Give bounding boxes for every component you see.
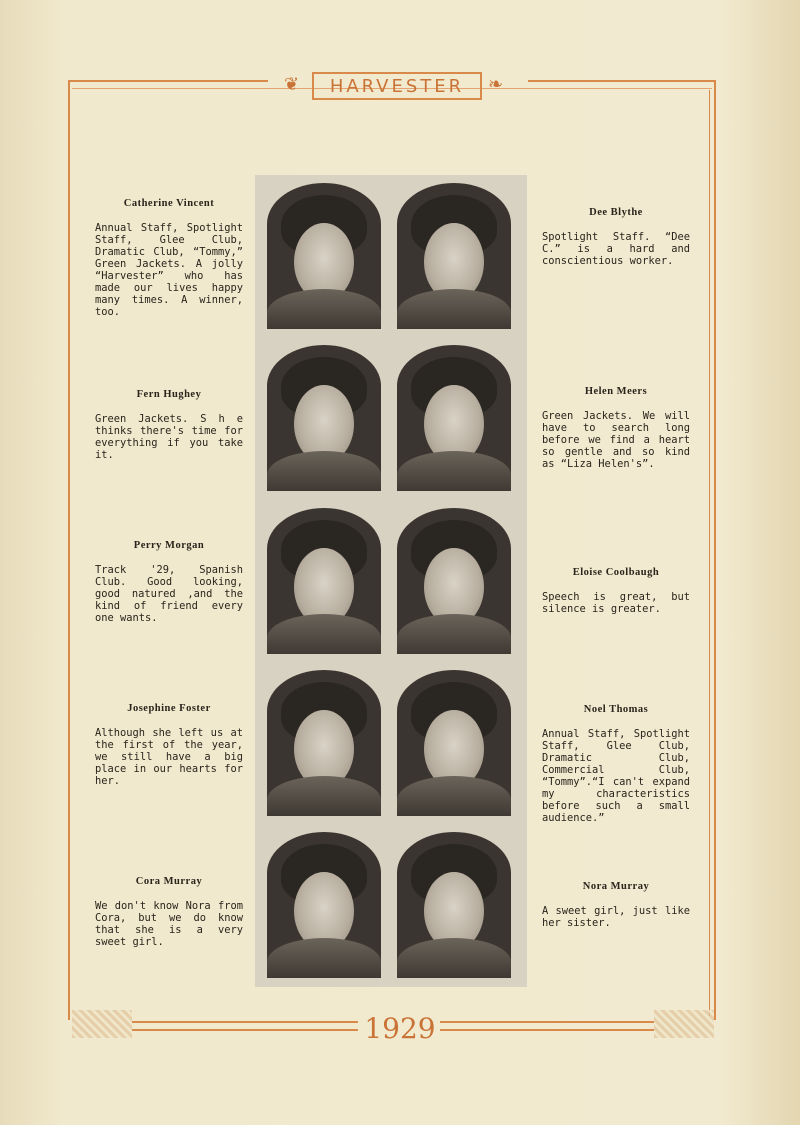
entry-name: Fern Hughey: [136, 389, 202, 400]
frame-top-right: [528, 80, 716, 82]
entry-desc: Green Jackets. S h e thinks there's time for everything if you take it.: [95, 413, 243, 461]
frame-right-inner: [709, 90, 710, 1016]
entry-right-4: [542, 704, 690, 824]
entry-name: Dee Blythe: [589, 207, 643, 218]
entry-right-2: [542, 386, 690, 470]
entry-left-3: [95, 540, 243, 624]
portrait-cora-murray: [267, 832, 381, 978]
portrait-eloise-coolbaugh: [397, 508, 511, 654]
portrait-helen-meers: [397, 345, 511, 491]
entry-desc: Speech is great, but silence is greater.: [542, 591, 690, 615]
footer-year: 1929: [364, 1012, 436, 1045]
footer-bar-right: [440, 1021, 654, 1031]
entry-desc: Although she left us at the first of the year, we still have a big place in our hearts for her.: [95, 727, 243, 787]
footer-bar-left: [132, 1021, 358, 1031]
entry-desc: We don't know Nora from Cora, but we do know that she is a very sweet girl.: [95, 900, 243, 948]
entry-name: Cora Murray: [135, 876, 203, 887]
entry-right-3: [542, 567, 690, 615]
entry-left-1: [95, 198, 243, 318]
entry-left-2: [95, 389, 243, 461]
entry-desc: Annual Staff, Spotlight Staff, Glee Club, Dramatic Club, Commercial Club, “Tommy”.“I can't expand my characteristics before such a small audience.”: [542, 728, 690, 824]
entry-desc: Green Jackets. We will have to search long before we find a heart so gentle and so kind as “Liza Helen's”.: [542, 410, 690, 470]
portrait-fern-hughey: [267, 345, 381, 491]
entry-left-5: [95, 876, 243, 948]
page-title: HARVESTER: [312, 72, 482, 100]
entry-desc: Spotlight Staff. “Dee C.” is a hard and conscientious worker.: [542, 231, 690, 267]
entry-right-1: [542, 207, 690, 267]
entry-name: Nora Murray: [582, 881, 650, 892]
footer-ornament-left: [72, 1010, 132, 1038]
portrait-perry-morgan: [267, 508, 381, 654]
frame-right: [714, 80, 716, 1020]
entry-right-5: [542, 881, 690, 929]
entry-name: Perry Morgan: [133, 540, 205, 551]
portrait-josephine-foster: [267, 670, 381, 816]
frame-top-left: [68, 80, 268, 82]
footer-ornament-right: [654, 1010, 714, 1038]
entry-name: Eloise Coolbaugh: [572, 567, 660, 578]
entry-name: Catherine Vincent: [123, 198, 215, 209]
entry-desc: Track '29, Spanish Club. Good looking, good natured ,and the kind of friend every one wants.: [95, 564, 243, 624]
portrait-dee-blythe: [397, 183, 511, 329]
portrait-noel-thomas: [397, 670, 511, 816]
right-flourish-icon: ❧: [488, 74, 504, 95]
entry-name: Helen Meers: [584, 386, 648, 397]
entry-name: Josephine Foster: [127, 703, 211, 714]
portrait-nora-murray: [397, 832, 511, 978]
frame-left: [68, 80, 70, 1020]
entry-desc: A sweet girl, just like her sister.: [542, 905, 690, 929]
left-flourish-icon: ❦: [284, 74, 300, 95]
entry-desc: Annual Staff, Spotlight Staff, Glee Club, Dramatic Club, “Tommy,” Green Jackets. A jolly “Harvester” who has made our lives happy many times. A winner, too.: [95, 222, 243, 318]
portrait-catherine-vincent: [267, 183, 381, 329]
entry-left-4: [95, 703, 243, 787]
portrait-column: [255, 175, 527, 987]
entry-name: Noel Thomas: [583, 704, 649, 715]
